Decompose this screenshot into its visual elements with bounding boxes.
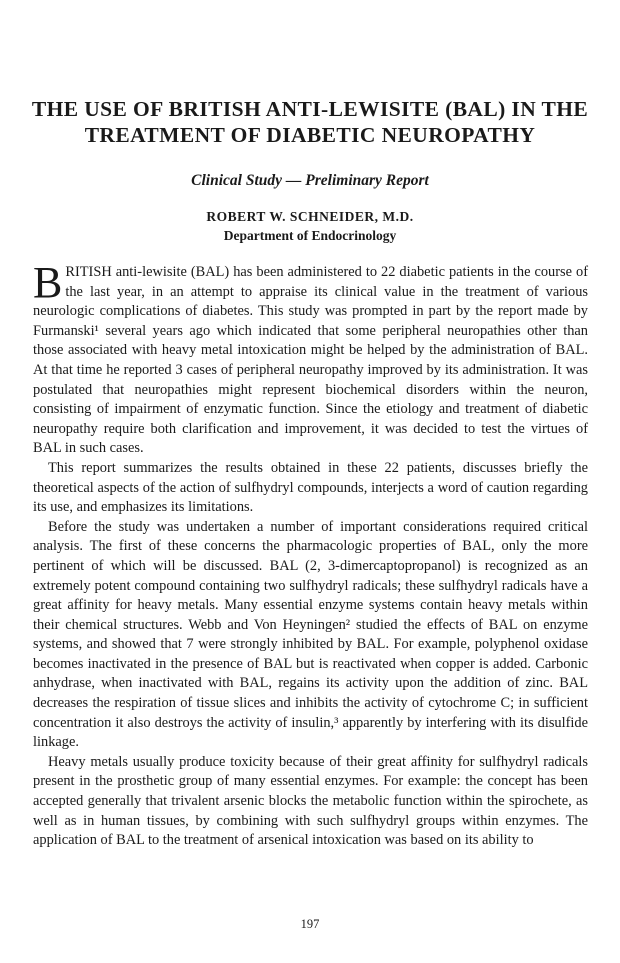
- page-number: 197: [300, 917, 320, 931]
- paragraph-1-text: RITISH anti-lewisite (BAL) has been administered to 22 diabetic patients in the course of the last year, in an attempt to appraise its clinical value in the treatment of various neurologic complications of diabetes. This study was prompted in part by the report made by Furmanski¹ several years ago which indicated that some peripheral neuropathies other than those associated with heavy metal intoxication might be helped by the administration of BAL. At that time he reported 3 cases of peripheral neuropathy improved by its administration. It was postulated that neuropathies might represent biochemical disorders within the neuron, consisting of impairment of enzymatic function. Since the etiology and treatment of diabetic neuropathy require both clarification and improvement, it was decided to test the virtues of BAL in such cases.: [33, 264, 588, 457]
- title-line-2: TREATMENT OF DIABETIC NEUROPATHY: [84, 123, 536, 147]
- author-name: ROBERT W. SCHNEIDER, M.D.: [206, 209, 414, 224]
- title-line-1: THE USE OF BRITISH ANTI-LEWISITE (BAL) IN THE: [31, 97, 589, 121]
- article-subtitle: Clinical Study — Preliminary Report: [191, 172, 429, 189]
- article-body: [33, 258, 588, 851]
- paragraph-4: Heavy metals usually produce toxicity because of their great affinity for sulfhydryl radicals present in the prosthetic group of many essential enzymes. For example: the concept has been accepted generally that trivalent arsenic blocks the metabolic function within the spirochete, as well as in human tissues, by combining with such sulfhydryl groups within enzymes. The application of BAL to the treatment of arsenical intoxication was based on its ability to: [33, 753, 588, 849]
- paragraph-1: [33, 258, 588, 459]
- article-title: [20, 96, 600, 148]
- paragraph-2: This report summarizes the results obtained in these 22 patients, discusses briefly the theoretical aspects of the action of sulfhydryl compounds, interjects a word of caution regarding its use, and emphasizes its limitations.: [33, 459, 588, 516]
- drop-cap: B: [33, 258, 63, 307]
- author-department: Department of Endocrinology: [223, 228, 397, 243]
- paragraph-3: Before the study was undertaken a number of important considerations required critical analysis. The first of these concerns the pharmacologic properties of BAL, only the more pertinent of which will be discussed. BAL (2, 3-dimercaptopropanol) is recognized as an extremely potent compound containing two sulfhydryl radicals; these sulfhydryl radicals have a great affinity for heavy metals. Many essential enzyme systems contain heavy metals within their chemical structures. Webb and Von Heyningen² studied the effects of BAL on enzyme systems, and showed that 7 were strongly inhibited by BAL. For example, polyphenol oxidase becomes inactivated in the presence of BAL but is reactivated when copper is added. Carbonic anhydrase, when inactivated with BAL, regains its activity upon the addition of zinc. BAL decreases the respiration of tissue slices and inhibits the activity of cytochrome C; in sufficient concentration it also destroys the activity of insulin,³ apparently by interfering with its disulfide linkage.: [33, 518, 588, 751]
